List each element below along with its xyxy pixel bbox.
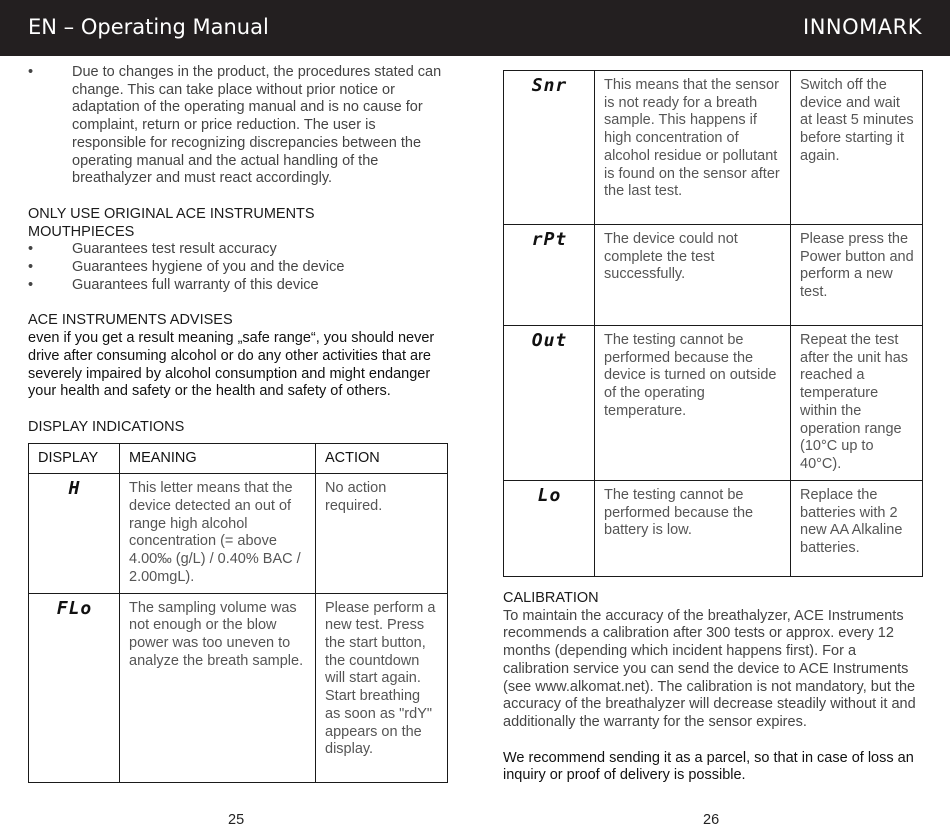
brand-name: INNOMARK (803, 15, 922, 39)
advises-text: even if you get a result meaning „safe range“, you should never drive after consuming alcohol or do any other activities that are severely impaired by alcohol consumption and might endanger your health and safety or the health and safety of others. (28, 330, 435, 400)
notice-text: Due to changes in the product, the procedures stated can change. This can take place without prior notice or adaptation of the operating manual and is no cause for complaint, return or price reduction. The user is responsible for recognizing discrepancies between the operating manual and the actual handling of the breathalyzer and must react accordingly. (72, 64, 442, 187)
list-item: • Guarantees full warranty of this device (28, 276, 319, 293)
display-indications-title: DISPLAY INDICATIONS (28, 418, 185, 435)
table-row (504, 326, 923, 481)
mouthpieces-title (28, 206, 448, 241)
table-row (504, 225, 923, 326)
notice-bullet (28, 64, 448, 188)
recommendation-text: We recommend sending it as a parcel, so that in case of loss an inquiry or proof of delivery is possible. (503, 749, 914, 784)
action-cell: Switch off the device and wait at least 5 minutes before starting it again. (791, 71, 923, 225)
table-row (29, 474, 448, 593)
display-indications-table-continued (503, 70, 923, 577)
action-cell: Replace the batteries with 2 new AA Alkaline batteries. (791, 481, 923, 577)
display-code: Out (531, 330, 568, 351)
meaning-cell: The testing cannot be performed because the device is turned on outside of the operating temperature. (595, 326, 791, 481)
action-cell: Please press the Power button and perform a new test. (791, 225, 923, 326)
display-indications-table (28, 443, 448, 783)
header-title: EN – Operating Manual (28, 15, 269, 39)
meaning-cell: The device could not complete the test successfully. (595, 225, 791, 326)
page-header (0, 0, 950, 56)
display-code: Lo (537, 485, 562, 506)
mouthpiece-bullet-2: Guarantees hygiene of you and the device (72, 259, 345, 276)
action-cell: Please perform a new test. Press the start button, the countdown will start again. Start breathing as soon as "rdY" appears on the display. (316, 593, 448, 782)
column-header-action: ACTION (316, 443, 448, 474)
table-header-row (29, 443, 448, 474)
table-row (504, 71, 923, 225)
mouthpieces-title-line2: MOUTHPIECES (28, 223, 135, 240)
advises-title: ACE INSTRUMENTS ADVISES (28, 312, 233, 329)
display-code: H (68, 478, 81, 500)
column-header-meaning: MEANING (120, 443, 316, 474)
table-row (29, 593, 448, 782)
column-header-display: DISPLAY (29, 443, 120, 474)
right-page (503, 70, 923, 785)
display-code: FLo (56, 597, 93, 619)
mouthpieces-title-line1: ONLY USE ORIGINAL ACE INSTRUMENTS (28, 205, 315, 222)
meaning-cell: This means that the sensor is not ready for a breath sample. This happens if high concentration of alcohol residue or pollutant is found on the sensor after the last test. (595, 71, 791, 225)
meaning-cell: The testing cannot be performed because the battery is low. (595, 481, 791, 577)
list-item: • Guarantees hygiene of you and the device (28, 259, 345, 276)
page-number-right: 26 (703, 812, 720, 828)
table-row (504, 481, 923, 577)
action-cell: No action required. (316, 474, 448, 593)
calibration-text: To maintain the accuracy of the breathalyzer, ACE Instruments recommends a calibration after 300 tests or approx. every 12 months (depending which incident happens first). For a calibration service you can send the device to ACE Instruments (see www.alkomat.net). The calibration is not mandatory, but the accuracy of the breathalyzer will decrease steadily without it and additionally the warranty for the sensor expires. (503, 607, 916, 730)
display-code: Snr (531, 75, 568, 96)
bullet-dot: • (28, 64, 34, 80)
meaning-cell: The sampling volume was not enough or the blow power was too uneven to analyze the breath sample. (120, 593, 316, 782)
page-number-left: 25 (228, 812, 245, 828)
mouthpiece-bullet-3: Guarantees full warranty of this device (72, 276, 319, 293)
list-item: • Guarantees test result accuracy (28, 241, 277, 258)
action-cell: Repeat the test after the unit has reached a temperature within the operation range (10°C up to 40°C). (791, 326, 923, 481)
mouthpiece-bullet-1: Guarantees test result accuracy (72, 241, 277, 258)
left-page (28, 64, 448, 783)
meaning-cell: This letter means that the device detected an out of range high alcohol concentration (= above 4.00‰ (g/L) / 0.40% BAC / 2.00mgL). (120, 474, 316, 593)
calibration-title: CALIBRATION (503, 590, 599, 606)
display-code: rPt (531, 229, 568, 250)
